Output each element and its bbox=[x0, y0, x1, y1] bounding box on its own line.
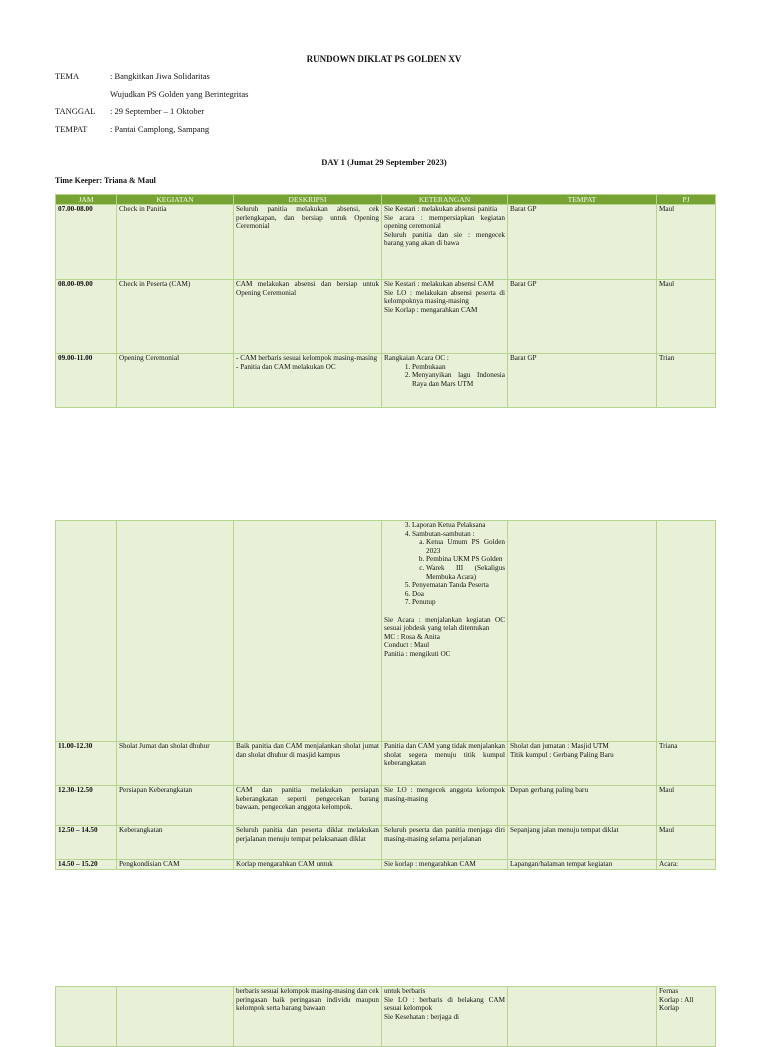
list-item bbox=[412, 530, 505, 582]
header-tempat: TEMPAT bbox=[508, 195, 657, 205]
cell-deskripsi-empty bbox=[234, 521, 382, 742]
cell-kegiatan-empty bbox=[117, 987, 234, 1047]
header-pj: PJ bbox=[657, 195, 716, 205]
cell-pj: Trian bbox=[657, 354, 716, 408]
cell-pj: Maul bbox=[657, 205, 716, 280]
mc-note: MC : Rosa & Anita bbox=[384, 632, 440, 641]
cell-kegiatan-empty bbox=[117, 521, 234, 742]
cell-kegiatan: Keberangkatan bbox=[117, 826, 234, 860]
ket-line: Sie Kestari : melakukan absensi CAM bbox=[384, 280, 494, 288]
cell-pj: Maul bbox=[657, 280, 716, 354]
cell-kegiatan: Pengkondisian CAM bbox=[117, 860, 234, 870]
table-row bbox=[56, 826, 716, 860]
list-item: 3. Laporan Ketua Pelaksana bbox=[412, 521, 505, 530]
day-heading: DAY 1 (Jumat 29 September 2023) bbox=[321, 157, 447, 167]
cell-keterangan: Seluruh peserta dan panitia menjaga diri masing-masing selama perjalanan bbox=[382, 826, 508, 860]
tempat-value: : Pantai Camplong, Sampang bbox=[110, 124, 210, 134]
tanggal-value: : 29 September – 1 Oktober bbox=[110, 106, 205, 116]
sublist-item: b. Pembina UKM PS Golden bbox=[426, 555, 505, 564]
deskripsi-line: - Panitia dan CAM melakukan OC bbox=[236, 362, 336, 371]
cell-kegiatan: Persiapan Keberangkatan bbox=[117, 786, 234, 826]
pj-line: Fernas bbox=[659, 987, 679, 995]
rundown-table-part-3 bbox=[55, 986, 716, 1047]
header-jam: JAM bbox=[56, 195, 117, 205]
deskripsi-line: - CAM berbaris sesuai kelompok masing-masing bbox=[236, 354, 378, 362]
cell-tempat bbox=[508, 742, 657, 786]
cell-jam: 11.00-12.30 bbox=[56, 742, 117, 786]
cell-deskripsi: Korlap mengarahkan CAM untuk bbox=[234, 860, 382, 870]
cell-kegiatan: Opening Ceremonial bbox=[117, 354, 234, 408]
cell-deskripsi: Seluruh panitia melakukan absensi, cek perlengkapan, dan bersiap untuk Opening Ceremonial bbox=[234, 205, 382, 280]
pj-line: Korlap : All bbox=[659, 995, 694, 1004]
rundown-table-part-1 bbox=[55, 194, 716, 408]
sambutan-sublist bbox=[412, 538, 505, 581]
table-row bbox=[56, 205, 716, 280]
cell-kegiatan: Sholat Jumat dan sholat dhuhur bbox=[117, 742, 234, 786]
ket-intro: Rangkaian Acara OC : bbox=[384, 354, 449, 362]
sublist-item: c. Warek III (Sekaligus Membuka Acara) bbox=[426, 564, 505, 581]
list-item-text: Sambutan-sambutan : bbox=[412, 529, 475, 538]
pj-line: Korlap bbox=[659, 1004, 679, 1013]
list-item: 5. Penyematan Tanda Peserta bbox=[412, 581, 505, 590]
cell-tempat: Barat GP bbox=[508, 354, 657, 408]
ket-line: Sie Kestari : melakukan absensi panitia bbox=[384, 205, 498, 213]
cell-pj: Acara: bbox=[657, 860, 716, 870]
ket-line: Sie acara : mempersiapkan kegiatan opening ceremonial bbox=[384, 213, 505, 231]
ket-line: Sie LO : melakukan absensi peserta di kelompoknya masing-masing bbox=[384, 288, 505, 306]
cell-jam: 12.50 – 14.50 bbox=[56, 826, 117, 860]
tempat-line: Titik kumpul : Gerbang Paling Baru bbox=[510, 750, 614, 759]
tempat-line: Sholat dan jumatan : Masjid UTM bbox=[510, 742, 609, 750]
ket-line: Sie LO : berbaris di belakang CAM sesuai kelompok bbox=[384, 995, 505, 1013]
cell-deskripsi: Seluruh panitia dan peserta diklat melakukan perjalanan menuju tempat pelaksanaan diklat bbox=[234, 826, 382, 860]
cell-pj: Triana bbox=[657, 742, 716, 786]
cell-pj: Maul bbox=[657, 826, 716, 860]
cell-deskripsi: Baik panitia dan CAM menjalankan sholat jumat dan sholat dhuhur di masjid kampus bbox=[234, 742, 382, 786]
tema-value-1: : Bangkitkan Jiwa Solidaritas bbox=[110, 71, 210, 81]
cell-jam: 14.50 – 15.20 bbox=[56, 860, 117, 870]
ket-line: Seluruh panitia dan sie : mengecek barang yang akan di bawa bbox=[384, 230, 505, 248]
cell-tempat: Barat GP bbox=[508, 280, 657, 354]
ket-line: Sie Kesehatan : berjaga di bbox=[384, 1012, 460, 1021]
ket-line: Sie Korlap : mengarahkan CAM bbox=[384, 305, 478, 314]
cell-kegiatan: Check in Panitia bbox=[117, 205, 234, 280]
cell-kegiatan: Check in Peserta (CAM) bbox=[117, 280, 234, 354]
cell-jam-empty bbox=[56, 521, 117, 742]
cell-deskripsi: CAM melakukan absensi dan bersiap untuk Opening Ceremonial bbox=[234, 280, 382, 354]
list-item: 1. Pembukaan bbox=[412, 363, 505, 372]
cell-tempat: Sepanjang jalan menuju tempat diklat bbox=[508, 826, 657, 860]
table-row bbox=[56, 742, 716, 786]
cell-pj-empty bbox=[657, 521, 716, 742]
cell-jam: 08.00-09.00 bbox=[56, 280, 117, 354]
header-keterangan: KETERANGAN bbox=[382, 195, 508, 205]
cell-tempat: Depan gerbang paling baru bbox=[508, 786, 657, 826]
tanggal-label: TANGGAL bbox=[55, 106, 96, 116]
cell-keterangan bbox=[382, 354, 508, 408]
sublist-item: a. Ketua Umum PS Golden 2023 bbox=[426, 538, 505, 555]
cell-keterangan bbox=[382, 280, 508, 354]
document-title: RUNDOWN DIKLAT PS GOLDEN XV bbox=[306, 54, 462, 64]
table-row bbox=[56, 860, 716, 870]
cell-keterangan bbox=[382, 521, 508, 742]
table-row-continuation bbox=[56, 521, 716, 742]
cell-keterangan: Panitia dan CAM yang tidak menjalankan sholat segera menuju titik kumpul keberangkatan bbox=[382, 742, 508, 786]
oc-list-continued bbox=[384, 521, 505, 581]
tema-value-2: Wujudkan PS Golden yang Berintegritas bbox=[110, 89, 249, 99]
conduct-note: Conduct : Maul bbox=[384, 641, 430, 650]
list-item: 2. Menyanyikan lagu Indonesia Raya dan Mars UTM bbox=[412, 371, 505, 388]
cell-keterangan: Sie LO : mengecek anggota kelompok masing-masing bbox=[382, 786, 508, 826]
cell-tempat-empty bbox=[508, 987, 657, 1047]
ket-line: untuk berbaris bbox=[384, 987, 426, 995]
sie-acara-note: Sie Acara : menjalankan kegiatan OC sesuai jobdesk yang telah ditentukan bbox=[384, 615, 505, 633]
cell-pj: Maul bbox=[657, 786, 716, 826]
time-keeper: Time Keeper: Triana & Maul bbox=[55, 176, 156, 185]
cell-deskripsi bbox=[234, 354, 382, 408]
cell-jam: 07.00-08.00 bbox=[56, 205, 117, 280]
cell-tempat: Lapangan/halaman tempat kegiatan bbox=[508, 860, 657, 870]
cell-keterangan: Sie korlap : mengarahkan CAM bbox=[382, 860, 508, 870]
cell-jam: 12.30-12.50 bbox=[56, 786, 117, 826]
cell-tempat-empty bbox=[508, 521, 657, 742]
cell-keterangan bbox=[382, 987, 508, 1047]
cell-jam-empty bbox=[56, 987, 117, 1047]
table-header-row bbox=[56, 195, 716, 205]
cell-pj bbox=[657, 987, 716, 1047]
cell-deskripsi: CAM dan panitia melakukan persiapan keberangkatan seperti pengecekan barang bawaan, pengecekan anggota kelompok. bbox=[234, 786, 382, 826]
tema-label: TEMA bbox=[55, 71, 80, 81]
header-kegiatan: KEGIATAN bbox=[117, 195, 234, 205]
cell-keterangan bbox=[382, 205, 508, 280]
panitia-note: Panitia : mengikuti OC bbox=[384, 649, 451, 658]
list-item: 7. Penutup bbox=[412, 598, 505, 607]
tempat-label: TEMPAT bbox=[55, 124, 88, 134]
table-row bbox=[56, 280, 716, 354]
header-deskripsi: DESKRIPSI bbox=[234, 195, 382, 205]
cell-jam: 09.00-11.00 bbox=[56, 354, 117, 408]
table-row bbox=[56, 354, 716, 408]
cell-tempat: Barat GP bbox=[508, 205, 657, 280]
oc-list bbox=[384, 363, 505, 389]
rundown-table-part-2 bbox=[55, 520, 716, 870]
table-row-continuation bbox=[56, 987, 716, 1047]
oc-list-continued-2 bbox=[384, 581, 505, 607]
table-row bbox=[56, 786, 716, 826]
list-item: 6. Doa bbox=[412, 590, 505, 599]
cell-deskripsi: berbaris sesuai kelompok masing-masing dan cek peringasan baik peringasan individu maupun kelompok serta barang bawaan bbox=[234, 987, 382, 1047]
